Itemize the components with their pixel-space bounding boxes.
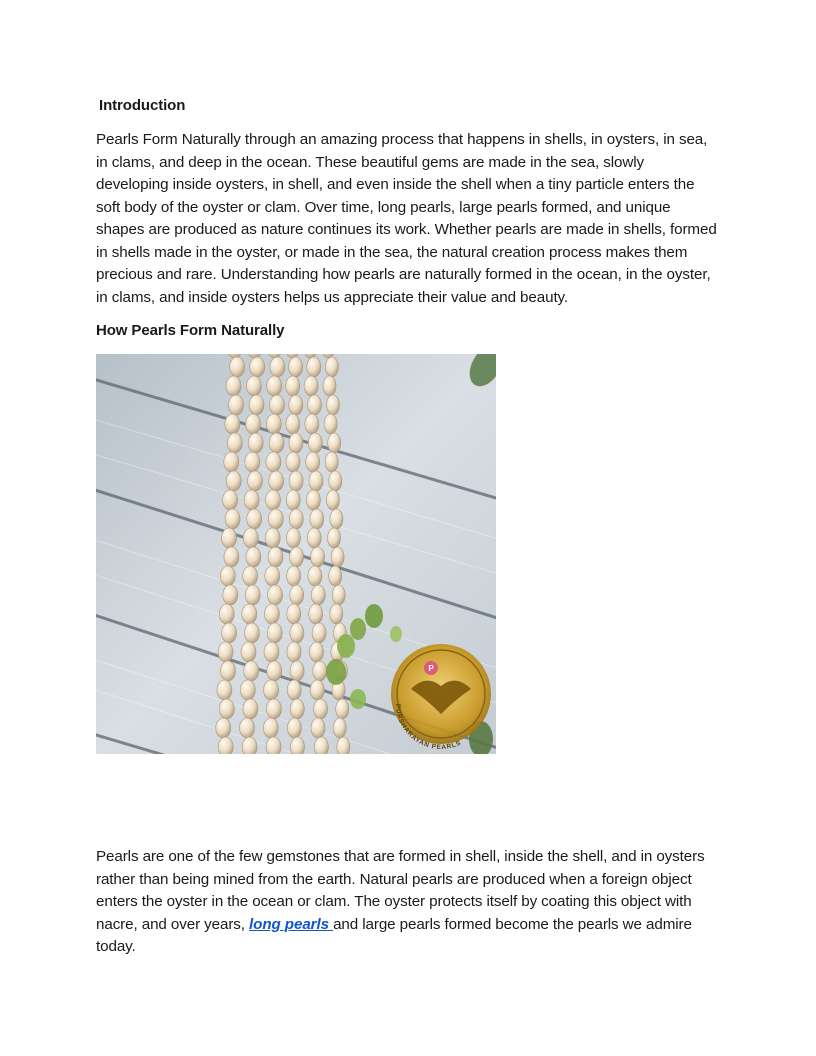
pearl-bead	[249, 395, 264, 415]
svg-text:P: P	[428, 664, 434, 673]
pearl-bead	[311, 547, 325, 567]
brand-logo-text: PURSHARAYAN PEARLS	[393, 703, 463, 752]
pearl-bead	[314, 699, 328, 719]
pearl-bead	[286, 414, 300, 434]
pearl-bead	[311, 718, 325, 738]
pearl-bead	[241, 642, 256, 662]
pearl-bead	[266, 737, 281, 754]
pearl-bead	[222, 528, 237, 548]
pearl-bead	[289, 357, 303, 377]
pearl-bead	[325, 357, 338, 377]
pearl-strands-photo	[96, 354, 496, 754]
pearl-bead	[218, 737, 233, 754]
pearl-bead	[229, 395, 244, 415]
pearl-bead	[263, 718, 278, 738]
pearl-bead	[306, 490, 320, 510]
pearl-bead	[225, 509, 240, 529]
pearl-bead	[329, 471, 342, 491]
pearl-bead	[310, 642, 324, 662]
pearl-bead	[248, 433, 263, 453]
pearl-bead	[290, 585, 304, 605]
pearl-bead	[224, 452, 239, 472]
pearl-bead	[242, 737, 257, 754]
pearl-bead	[290, 547, 304, 567]
pearl-bead	[221, 661, 236, 681]
pearl-bead	[243, 566, 258, 586]
pearl-bead	[223, 490, 238, 510]
pearl-bead	[264, 604, 279, 624]
pearl-bead	[244, 490, 259, 510]
pearl-bead	[248, 471, 263, 491]
pearl-bead	[310, 509, 324, 529]
pearl-bead	[333, 718, 346, 738]
pearl-bead	[224, 547, 239, 567]
pearl-bead	[308, 395, 322, 415]
pearl-bead	[287, 642, 301, 662]
pearl-bead	[240, 718, 255, 738]
pearl-bead	[290, 699, 304, 719]
pearl-bead	[290, 623, 304, 643]
pearl-bead	[246, 376, 261, 396]
pearl-bead	[329, 566, 342, 586]
intro-paragraph: Pearls Form Naturally through an amazing process that happens in shells, in oysters, in sea, in clams, and deep in the ocean. These beautiful gems are made in the sea, slowly developing inside oysters, in shell, and even inside the shell when a tiny particle enters the soft body of the oyster or clam. Over time, long pearls, large pearls formed, and unique shapes are produced as nature continues its work. Whether pearls are made in shells, formed in shells made in the oyster, or made in the sea, the natural creation process makes them precious and rare. Understanding how pearls are naturally formed in the ocean, in the oyster, in clams, and inside oysters helps us appreciate their value and beauty.	[96, 131, 717, 306]
pearl-bead	[266, 452, 281, 472]
pearl-bead	[270, 357, 285, 377]
pearl-bead	[245, 585, 260, 605]
pearl-bead	[307, 528, 321, 548]
pearl-bead	[265, 528, 280, 548]
pearl-bead	[227, 433, 242, 453]
pearl-bead	[217, 680, 232, 700]
pearl-bead	[330, 604, 343, 624]
pearl-bead	[286, 490, 300, 510]
pearl-bead	[336, 699, 349, 719]
pearl-bead	[264, 642, 279, 662]
pearl-bead	[323, 376, 336, 396]
pearl-bead	[267, 661, 282, 681]
pearl-bead	[223, 585, 238, 605]
pearl-bead	[309, 471, 323, 491]
pearl-bead	[287, 604, 301, 624]
pearl-bead	[266, 490, 281, 510]
pearl-bead	[308, 566, 322, 586]
pearl-bead	[226, 376, 241, 396]
pearl-bead	[324, 414, 337, 434]
pearl-bead	[307, 357, 321, 377]
pearl-bead	[222, 623, 237, 643]
section-heading: How Pearls Form Naturally	[96, 322, 285, 339]
pearl-bead	[220, 566, 235, 586]
pearl-bead	[219, 604, 234, 624]
second-paragraph	[96, 846, 720, 959]
pearl-bead	[310, 680, 324, 700]
pearl-bead	[327, 395, 340, 415]
pearl-bead	[230, 357, 245, 377]
pearl-bead	[311, 585, 325, 605]
pearl-bead	[266, 414, 281, 434]
pearl-bead	[240, 680, 255, 700]
pearl-bead	[245, 452, 260, 472]
pearl-bead	[304, 376, 318, 396]
pearl-bead	[268, 509, 283, 529]
pearl-bead	[337, 737, 350, 754]
pearl-bead	[287, 680, 301, 700]
pearl-bead	[331, 547, 344, 567]
pearl-bead	[243, 699, 258, 719]
pearl-bead	[225, 414, 240, 434]
pearl-bead	[269, 433, 284, 453]
long-pearls-link[interactable]: long pearls	[249, 915, 334, 933]
pearl-bead	[309, 604, 323, 624]
pearl-bead	[330, 509, 343, 529]
pearl-bead	[289, 509, 303, 529]
pearl-bead	[266, 699, 281, 719]
pearl-bead	[286, 528, 300, 548]
pearl-bead	[325, 452, 338, 472]
pearl-bead	[314, 737, 328, 754]
second-paragraph-text-before: Pearls are one of the few gemstones that are formed in shell, inside the shell, and in oysters rather than being mined from the earth. Natural pearls are produced when a foreign object enters the oyster in the ocean or clam. The oyster protects itself by coating this object with nacre, and over years,	[96, 848, 705, 933]
pearl-bead	[265, 566, 280, 586]
pearl-bead	[328, 433, 341, 453]
pearl-bead	[264, 680, 279, 700]
pearl-bead	[313, 661, 327, 681]
pearl-bead	[218, 642, 233, 662]
pearl-bead	[270, 395, 285, 415]
pearl-bead	[242, 604, 257, 624]
pearl-bead	[290, 661, 304, 681]
pearl-bead	[287, 718, 301, 738]
pearl-bead	[246, 547, 261, 567]
pearl-bead	[226, 471, 241, 491]
pearl-bead	[244, 623, 259, 643]
intro-heading: Introduction	[99, 97, 186, 114]
pearl-bead	[289, 395, 303, 415]
pearl-bead	[286, 376, 300, 396]
pearl-bead	[269, 471, 284, 491]
pearl-bead	[267, 623, 282, 643]
pearl-bead	[312, 623, 326, 643]
pearl-bead	[291, 737, 305, 754]
pearl-bead	[287, 566, 301, 586]
pearl-bead	[306, 452, 320, 472]
pearl-bead	[305, 414, 319, 434]
pearl-bead	[267, 376, 282, 396]
pearl-bead	[332, 585, 345, 605]
second-paragraph-text-after: and large pearls formed become the pearls we admire today.	[96, 915, 692, 955]
pearl-bead	[268, 547, 283, 567]
pearl-bead	[268, 585, 283, 605]
pearl-bead	[250, 357, 265, 377]
pearl-bead	[286, 452, 300, 472]
pearl-bead	[326, 490, 339, 510]
pearl-bead	[289, 433, 303, 453]
pearl-bead	[243, 528, 258, 548]
pearl-bead	[247, 509, 262, 529]
pearl-bead	[246, 414, 261, 434]
pearl-bead	[289, 471, 303, 491]
pearl-bead	[216, 718, 231, 738]
pearl-bead	[244, 661, 259, 681]
pearl-bead	[219, 699, 234, 719]
pearl-bead	[308, 433, 322, 453]
pearl-bead	[328, 528, 341, 548]
